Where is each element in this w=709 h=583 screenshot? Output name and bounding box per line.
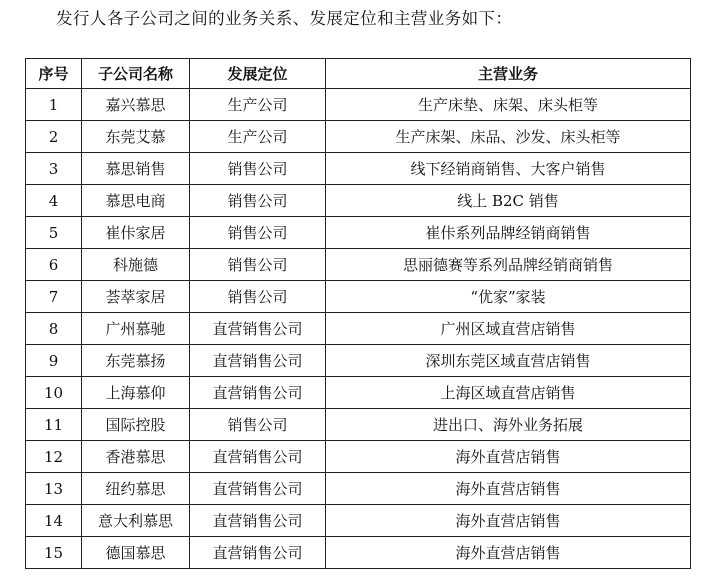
cell-main-business: 崔佧系列品牌经销商销售 <box>326 217 691 249</box>
cell-subsidiary-name: 嘉兴慕思 <box>82 89 190 121</box>
cell-index: 4 <box>26 185 82 217</box>
cell-positioning: 生产公司 <box>190 121 326 153</box>
cell-subsidiary-name: 慕思销售 <box>82 153 190 185</box>
cell-subsidiary-name: 荟萃家居 <box>82 281 190 313</box>
cell-subsidiary-name: 香港慕思 <box>82 441 190 473</box>
table-row <box>26 121 691 153</box>
table-row <box>26 441 691 473</box>
cell-main-business: 海外直营店销售 <box>326 441 691 473</box>
cell-positioning: 销售公司 <box>190 217 326 249</box>
cell-positioning: 销售公司 <box>190 153 326 185</box>
table-row <box>26 249 691 281</box>
cell-index: 2 <box>26 121 82 153</box>
table-row <box>26 281 691 313</box>
cell-subsidiary-name: 广州慕驰 <box>82 313 190 345</box>
cell-index: 3 <box>26 153 82 185</box>
cell-positioning: 销售公司 <box>190 281 326 313</box>
table-row <box>26 153 691 185</box>
cell-index: 6 <box>26 249 82 281</box>
cell-subsidiary-name: 崔佧家居 <box>82 217 190 249</box>
cell-subsidiary-name: 东莞艾慕 <box>82 121 190 153</box>
cell-index: 9 <box>26 345 82 377</box>
cell-positioning: 销售公司 <box>190 185 326 217</box>
table-row <box>26 185 691 217</box>
subsidiary-table <box>25 58 691 569</box>
cell-main-business: 海外直营店销售 <box>326 537 691 569</box>
cell-main-business: 进出口、海外业务拓展 <box>326 409 691 441</box>
table-row <box>26 409 691 441</box>
cell-main-business: 线下经销商销售、大客户销售 <box>326 153 691 185</box>
table-row <box>26 505 691 537</box>
cell-main-business: 生产床架、床品、沙发、床头柜等 <box>326 121 691 153</box>
cell-index: 13 <box>26 473 82 505</box>
cell-subsidiary-name: 科施德 <box>82 249 190 281</box>
cell-positioning: 直营销售公司 <box>190 377 326 409</box>
cell-main-business: 思丽德赛等系列品牌经销商销售 <box>326 249 691 281</box>
cell-index: 15 <box>26 537 82 569</box>
cell-main-business: 广州区域直营店销售 <box>326 313 691 345</box>
cell-positioning: 直营销售公司 <box>190 505 326 537</box>
cell-main-business: 生产床垫、床架、床头柜等 <box>326 89 691 121</box>
cell-positioning: 销售公司 <box>190 409 326 441</box>
cell-subsidiary-name: 慕思电商 <box>82 185 190 217</box>
cell-main-business: “优家”家装 <box>326 281 691 313</box>
cell-index: 14 <box>26 505 82 537</box>
cell-index: 12 <box>26 441 82 473</box>
cell-main-business: 海外直营店销售 <box>326 473 691 505</box>
cell-index: 5 <box>26 217 82 249</box>
cell-positioning: 生产公司 <box>190 89 326 121</box>
cell-main-business: 上海区域直营店销售 <box>326 377 691 409</box>
cell-subsidiary-name: 上海慕仰 <box>82 377 190 409</box>
cell-main-business: 深圳东莞区域直营店销售 <box>326 345 691 377</box>
cell-subsidiary-name: 纽约慕思 <box>82 473 190 505</box>
table-row <box>26 345 691 377</box>
cell-index: 7 <box>26 281 82 313</box>
cell-positioning: 直营销售公司 <box>190 313 326 345</box>
cell-positioning: 销售公司 <box>190 249 326 281</box>
cell-index: 1 <box>26 89 82 121</box>
table-row <box>26 473 691 505</box>
intro-paragraph: 发行人各子公司之间的业务关系、发展定位和主营业务如下： <box>56 9 513 28</box>
header-subsidiary-name: 子公司名称 <box>82 59 190 89</box>
cell-main-business: 线上 B2C 销售 <box>326 185 691 217</box>
cell-subsidiary-name: 意大利慕思 <box>82 505 190 537</box>
header-index: 序号 <box>26 59 82 89</box>
cell-positioning: 直营销售公司 <box>190 441 326 473</box>
header-main-business: 主营业务 <box>326 59 691 89</box>
cell-main-business: 海外直营店销售 <box>326 505 691 537</box>
cell-subsidiary-name: 国际控股 <box>82 409 190 441</box>
table-row <box>26 217 691 249</box>
cell-subsidiary-name: 德国慕思 <box>82 537 190 569</box>
cell-subsidiary-name: 东莞慕扬 <box>82 345 190 377</box>
table-row <box>26 313 691 345</box>
table-row <box>26 89 691 121</box>
table-row <box>26 377 691 409</box>
cell-positioning: 直营销售公司 <box>190 537 326 569</box>
table-header-row <box>26 59 691 89</box>
cell-index: 11 <box>26 409 82 441</box>
cell-positioning: 直营销售公司 <box>190 345 326 377</box>
cell-index: 10 <box>26 377 82 409</box>
cell-positioning: 直营销售公司 <box>190 473 326 505</box>
header-positioning: 发展定位 <box>190 59 326 89</box>
table-row <box>26 537 691 569</box>
cell-index: 8 <box>26 313 82 345</box>
